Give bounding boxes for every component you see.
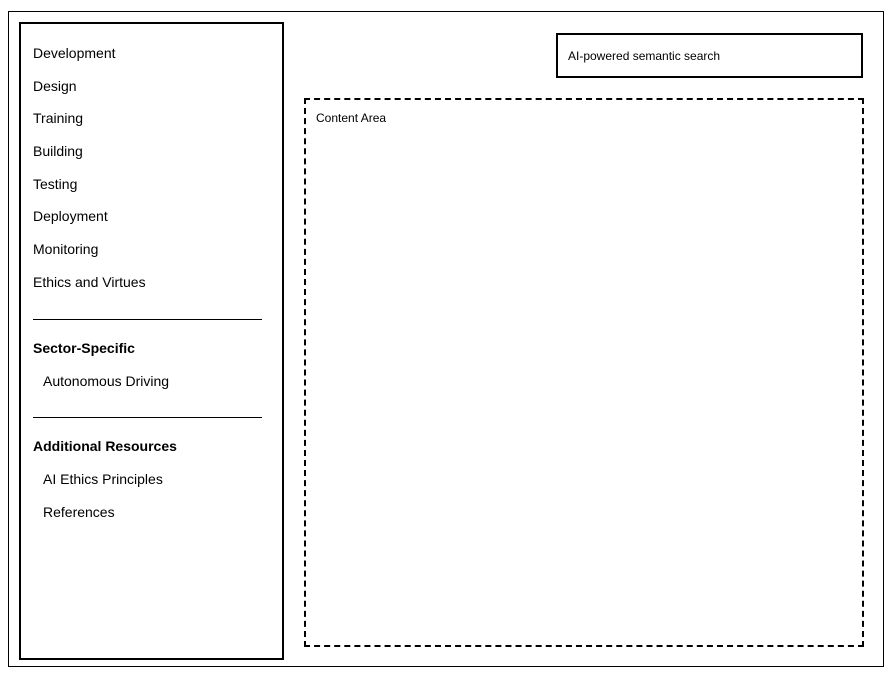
- sidebar-item-monitoring[interactable]: Monitoring: [33, 241, 99, 257]
- sidebar-item-ai-ethics-principles[interactable]: AI Ethics Principles: [43, 471, 163, 487]
- sidebar-item-testing[interactable]: Testing: [33, 176, 78, 192]
- sidebar-item-ethics-and-virtues[interactable]: Ethics and Virtues: [33, 274, 146, 290]
- sidebar-nav: [19, 22, 284, 660]
- content-area: [304, 98, 864, 647]
- sidebar-divider: [33, 319, 262, 320]
- sidebar-item-references[interactable]: References: [43, 504, 115, 520]
- section-heading-additional-resources: Additional Resources: [33, 438, 177, 454]
- sidebar-item-autonomous-driving[interactable]: Autonomous Driving: [43, 373, 170, 389]
- sidebar-item-development[interactable]: Development: [33, 45, 116, 61]
- content-area-label: Content Area: [316, 111, 387, 125]
- search-input[interactable]: AI-powered semantic search: [556, 33, 863, 78]
- sidebar-item-design[interactable]: Design: [33, 78, 77, 94]
- sidebar-item-deployment[interactable]: Deployment: [33, 208, 108, 224]
- sidebar-divider: [33, 417, 262, 418]
- sidebar-item-building[interactable]: Building: [33, 143, 83, 159]
- sidebar-item-training[interactable]: Training: [33, 110, 84, 126]
- section-heading-sector-specific: Sector-Specific: [33, 340, 135, 356]
